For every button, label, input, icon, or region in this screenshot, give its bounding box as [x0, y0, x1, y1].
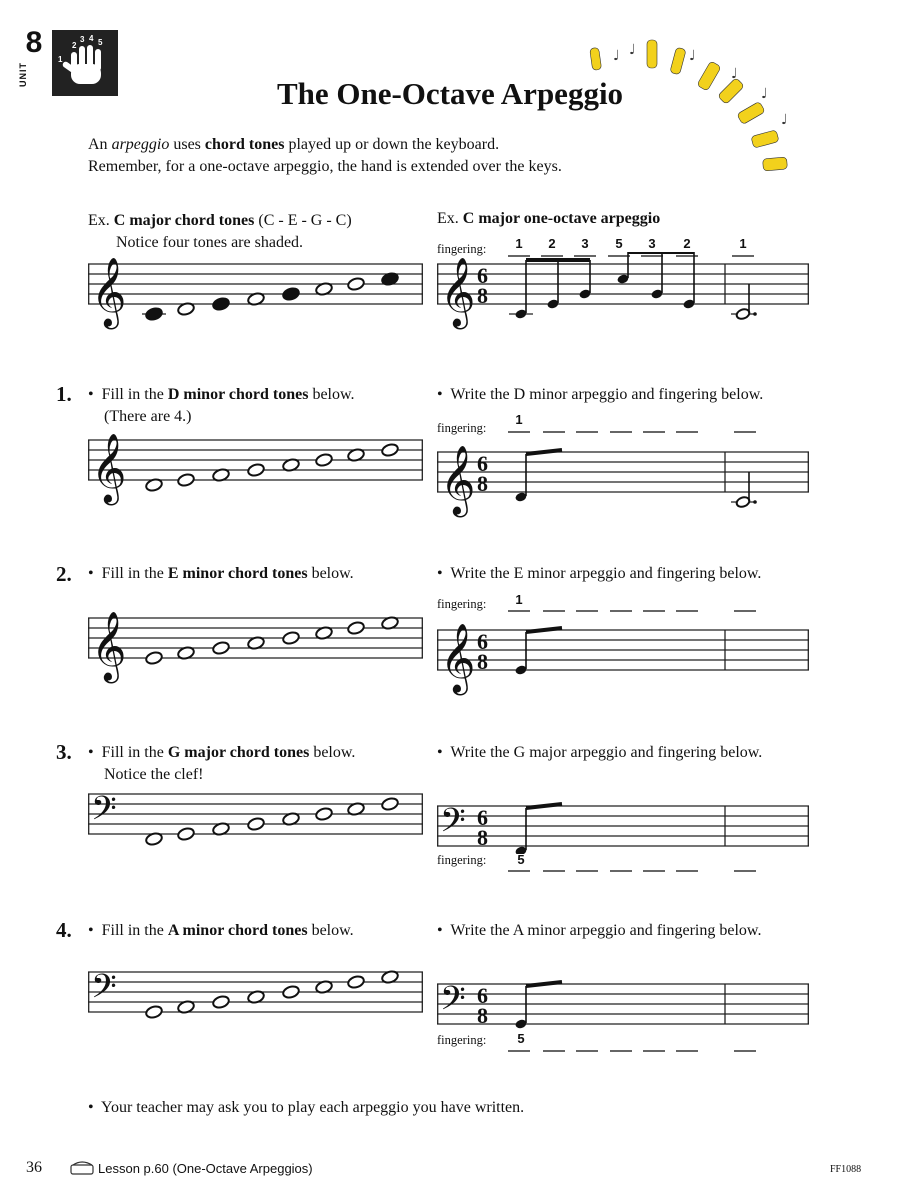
beam: [526, 804, 562, 808]
time-sig-bottom: 8: [477, 1003, 488, 1028]
bass-clef-icon: 𝄢: [91, 968, 117, 1014]
fingering-blank[interactable]: [676, 1050, 698, 1052]
question-left-text: • Fill in the A minor chord tones below.: [88, 922, 354, 939]
treble-clef-icon: 𝄞: [91, 611, 127, 681]
first-finger: 5: [517, 1031, 525, 1046]
svg-text:♩: ♩: [689, 48, 696, 64]
svg-text:♩: ♩: [731, 66, 738, 82]
finger-num: 2: [548, 236, 556, 251]
fingering-blank[interactable]: [610, 1050, 632, 1052]
fingering-blank[interactable]: [543, 431, 565, 433]
whole-note: [347, 621, 365, 636]
svg-text:♩: ♩: [781, 112, 788, 128]
q-bold: G major chord tones: [167, 744, 310, 761]
whole-note: [282, 631, 300, 646]
finger-num: 3: [648, 236, 656, 251]
whole-note: [381, 443, 399, 458]
question-right-text: • Write the E minor arpeggio and fingering below.: [437, 565, 762, 582]
time-sig-top: 6: [477, 983, 488, 1008]
finger-num: 1: [515, 236, 523, 251]
time-sig-top: 6: [477, 451, 488, 476]
bass-clef-icon: 𝄢: [440, 802, 466, 848]
piano-icon: [70, 1161, 96, 1182]
whole-note: [315, 807, 333, 822]
time-sig-top: 6: [477, 263, 488, 288]
whole-note: [212, 641, 230, 656]
fingering-blank[interactable]: [676, 870, 698, 872]
intro-italic: arpeggio: [111, 136, 170, 153]
ex-right-prefix: Ex.: [437, 210, 463, 227]
shaded-note: [212, 297, 230, 312]
treble-clef-icon: 𝄞: [440, 257, 476, 327]
q-bold: D minor chord tones: [167, 386, 309, 403]
example-fingering-label: fingering:: [437, 242, 487, 256]
q-bold: E minor chord tones: [167, 565, 308, 582]
q-post: below.: [309, 744, 356, 761]
fingering-blank[interactable]: [508, 1050, 530, 1052]
intro-pre: An: [88, 136, 112, 153]
fingering-blank[interactable]: [734, 610, 756, 612]
whole-note: [315, 453, 333, 468]
question-left-text: • Fill in the E minor chord tones below.: [88, 565, 354, 582]
fingering-blank[interactable]: [576, 1050, 598, 1052]
finger-num: 3: [581, 236, 589, 251]
q-post: below.: [307, 565, 354, 582]
whole-note: [177, 473, 195, 488]
example-right-staff: [437, 252, 815, 342]
unit-label: UNIT: [18, 62, 28, 87]
first-finger: 5: [517, 852, 525, 867]
fingering-label: fingering:: [437, 597, 487, 611]
q-right: Write the E minor arpeggio and fingering below.: [450, 565, 762, 582]
question-number: 4.: [56, 918, 72, 942]
bass-clef-icon: 𝄢: [440, 980, 466, 1026]
time-sig-bottom: 8: [477, 825, 488, 850]
whole-note: [282, 985, 300, 1000]
page-number: 36: [26, 1159, 42, 1176]
q-post: below.: [307, 922, 354, 939]
q-post: below.: [308, 386, 355, 403]
q-bold: A minor chord tones: [167, 922, 308, 939]
q-line2: Notice the clef!: [104, 766, 204, 783]
whole-note: [347, 975, 365, 990]
beam: [526, 982, 562, 986]
q-right: Write the G major arpeggio and fingering below.: [450, 744, 763, 761]
whole-note: [177, 827, 195, 842]
q3-chord-tones-staff[interactable]: [88, 784, 423, 874]
dot: [753, 312, 757, 316]
intro-post: played up or down the keyboard.: [284, 136, 500, 153]
fingering-blank[interactable]: [643, 431, 665, 433]
q-pre: Fill in the: [101, 922, 168, 939]
beam: [526, 628, 562, 632]
fingering-blank[interactable]: [576, 431, 598, 433]
example-left-text: [88, 210, 352, 254]
q4-chord-tones-staff[interactable]: [88, 962, 423, 1052]
question-number: 2.: [56, 562, 72, 586]
q-pre: Fill in the: [101, 744, 168, 761]
q-pre: Fill in the: [101, 386, 168, 403]
fingering-blank[interactable]: [508, 431, 530, 433]
lesson-reference: Lesson p.60 (One-Octave Arpeggios): [98, 1161, 313, 1176]
q-right: Write the A minor arpeggio and fingering below.: [450, 922, 762, 939]
treble-clef-icon: 𝄞: [440, 445, 476, 515]
closing-text: • Your teacher may ask you to play each arpeggio you have written.: [88, 1099, 525, 1116]
first-finger: 1: [515, 592, 523, 607]
svg-text:3: 3: [80, 35, 85, 44]
ex-left-bold: C major chord tones: [113, 212, 255, 229]
fingering-blank[interactable]: [543, 870, 565, 872]
example-left-staff: [88, 252, 423, 342]
beam: [526, 450, 562, 454]
time-sig-bottom: 8: [477, 471, 488, 496]
product-code: FF1088: [830, 1164, 862, 1175]
ex-left-suffix: (C - E - G - C): [254, 212, 352, 229]
ex-right-bold: C major one-octave arpeggio: [462, 210, 661, 227]
fingering-blank[interactable]: [643, 870, 665, 872]
ex-left-prefix: Ex.: [88, 212, 114, 229]
fingering-blank[interactable]: [543, 1050, 565, 1052]
fingering-blank[interactable]: [676, 431, 698, 433]
bass-clef-icon: 𝄢: [91, 790, 117, 836]
whole-note: [381, 797, 399, 812]
finger-num: 5: [615, 236, 623, 251]
whole-note: [145, 1005, 163, 1020]
fingering-label: fingering:: [437, 853, 487, 867]
fingering-blank[interactable]: [576, 870, 598, 872]
fingering-blank[interactable]: [734, 1050, 756, 1052]
intro-bold: chord tones: [204, 136, 285, 153]
q-pre: Fill in the: [101, 565, 168, 582]
fingering-blank[interactable]: [734, 870, 756, 872]
fingering-label: fingering:: [437, 421, 487, 435]
q-right: Write the D minor arpeggio and fingering below.: [450, 386, 764, 403]
svg-text:♩: ♩: [613, 48, 620, 64]
fingering-label: fingering:: [437, 1033, 487, 1047]
question-right-text: • Write the D minor arpeggio and fingering below.: [437, 386, 764, 403]
fingering-blank[interactable]: [543, 610, 565, 612]
fingering-blank[interactable]: [610, 431, 632, 433]
finger-num: 2: [683, 236, 691, 251]
banner-text: arpeggio: [585, 18, 589, 19]
q-line2: (There are 4.): [104, 408, 192, 425]
time-sig-top: 6: [477, 805, 488, 830]
fingering-blank[interactable]: [508, 870, 530, 872]
svg-text:1: 1: [58, 55, 63, 64]
q2-arpeggio-staff[interactable]: [437, 608, 815, 698]
q3-arpeggio-staff[interactable]: [437, 784, 815, 854]
svg-text:2: 2: [72, 41, 77, 50]
question-right-text: • Write the A minor arpeggio and fingering below.: [437, 922, 762, 939]
whole-note: [347, 277, 365, 292]
question-left-text: • Fill in the D minor chord tones below. (There are 4.): [88, 384, 355, 428]
shaded-note: [282, 287, 300, 302]
fingering-blank[interactable]: [643, 610, 665, 612]
fingering-blank[interactable]: [643, 1050, 665, 1052]
question-left-text: • Fill in the G major chord tones below. Notice the clef!: [88, 742, 355, 786]
svg-text:♩: ♩: [761, 86, 768, 102]
svg-text:5: 5: [98, 38, 103, 47]
time-sig-bottom: 8: [477, 649, 488, 674]
svg-text:4: 4: [89, 34, 94, 43]
whole-note: [247, 817, 265, 832]
whole-note: [247, 463, 265, 478]
intro-text: [88, 134, 562, 178]
treble-clef-icon: 𝄞: [440, 623, 476, 693]
q1-chord-tones-staff[interactable]: [88, 430, 423, 520]
q1-arpeggio-staff[interactable]: [437, 430, 815, 520]
question-number: 3.: [56, 740, 72, 764]
intro-line2: Remember, for a one-octave arpeggio, the hand is extended over the keys.: [88, 158, 562, 175]
q4-arpeggio-staff[interactable]: [437, 962, 815, 1032]
time-sig-top: 6: [477, 629, 488, 654]
finger-num: 1: [739, 236, 747, 251]
question-right-text: • Write the G major arpeggio and fingering below.: [437, 744, 763, 761]
ex-left-note: Notice four tones are shaded.: [116, 234, 304, 251]
treble-clef-icon: 𝄞: [91, 257, 127, 327]
dot: [753, 500, 757, 504]
fingering-blank[interactable]: [576, 610, 598, 612]
unit-number: 8: [25, 26, 43, 59]
fingering-blank[interactable]: [610, 870, 632, 872]
time-sig-bottom: 8: [477, 283, 488, 308]
example-right-text: [437, 210, 660, 228]
whole-note: [145, 651, 163, 666]
fingering-blank[interactable]: [610, 610, 632, 612]
q2-chord-tones-staff[interactable]: [88, 608, 423, 698]
svg-text:♩: ♩: [629, 42, 636, 58]
fingering-blank[interactable]: [676, 610, 698, 612]
fingering-blank[interactable]: [508, 610, 530, 612]
treble-clef-icon: 𝄞: [91, 433, 127, 503]
fingering-blank[interactable]: [734, 431, 756, 433]
page-title: The One-Octave Arpeggio: [276, 76, 624, 111]
closing-line: Your teacher may ask you to play each arpeggio you have written.: [101, 1099, 525, 1116]
shaded-note: [145, 307, 163, 322]
question-number: 1.: [56, 382, 72, 406]
first-finger: 1: [515, 412, 523, 427]
intro-mid: uses: [169, 136, 205, 153]
whole-note: [212, 995, 230, 1010]
